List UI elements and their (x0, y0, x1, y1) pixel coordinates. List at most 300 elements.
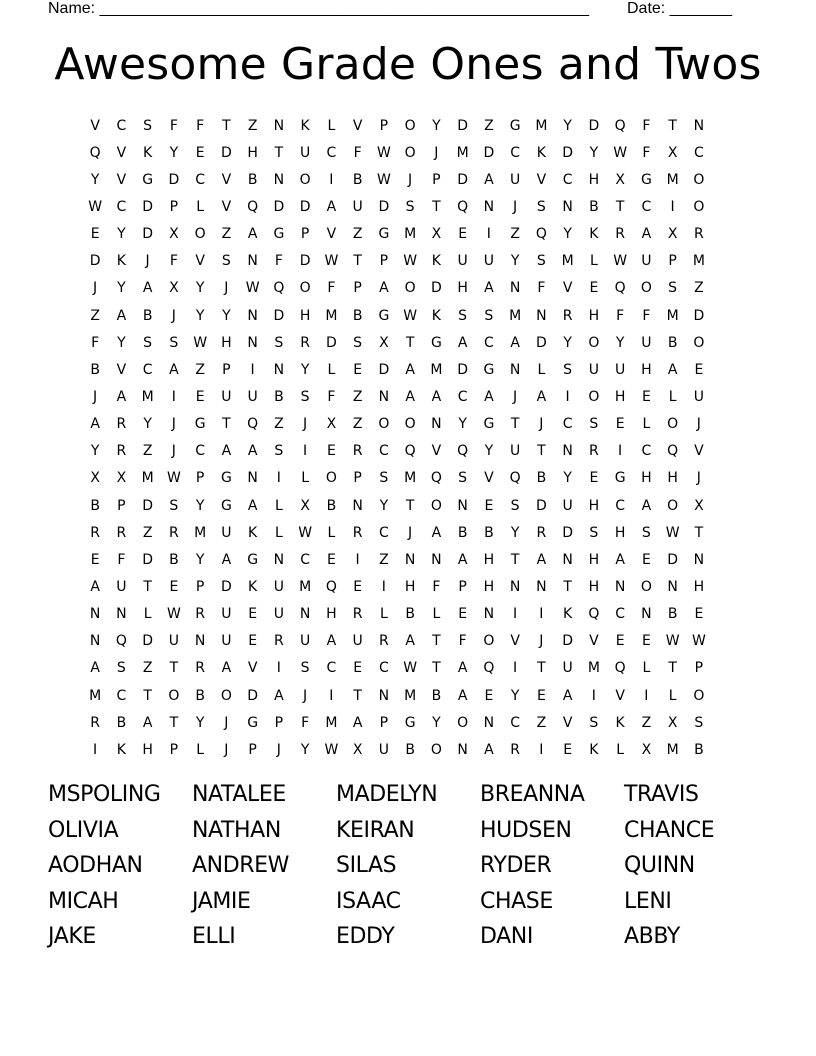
grid-letter[interactable]: I (539, 606, 544, 623)
grid-letter[interactable]: N (667, 578, 678, 595)
grid-letter[interactable]: T (222, 117, 231, 134)
grid-letter[interactable]: E (195, 144, 205, 161)
grid-letter[interactable]: O (457, 714, 469, 731)
grid-letter[interactable]: N (116, 606, 127, 623)
grid-letter[interactable]: A (221, 443, 232, 460)
grid-letter[interactable]: I (539, 741, 544, 758)
grid-letter[interactable]: A (457, 687, 468, 704)
grid-letter[interactable]: D (562, 524, 574, 541)
grid-letter[interactable]: E (326, 443, 336, 460)
grid-letter[interactable]: W (166, 470, 181, 487)
grid-letter[interactable]: E (169, 578, 179, 595)
grid-letter[interactable]: C (195, 171, 206, 188)
grid-letter[interactable]: L (589, 253, 598, 270)
grid-letter[interactable]: N (483, 606, 495, 623)
grid-letter[interactable]: R (589, 443, 599, 460)
grid-letter[interactable]: N (299, 606, 311, 623)
grid-letter[interactable]: T (405, 334, 415, 351)
grid-letter[interactable]: J (171, 307, 176, 324)
grid-letter[interactable]: H (588, 171, 600, 188)
grid-letter[interactable]: K (143, 144, 153, 161)
grid-letter[interactable]: M (535, 117, 548, 134)
grid-letter[interactable]: K (536, 144, 546, 161)
grid-letter[interactable]: C (615, 606, 626, 623)
grid-letter[interactable]: D (562, 144, 574, 161)
grid-letter[interactable]: K (248, 524, 258, 541)
grid-letter[interactable]: X (90, 470, 100, 487)
grid-letter[interactable]: S (169, 497, 179, 514)
grid-letter[interactable]: Z (641, 714, 652, 731)
grid-letter[interactable]: Q (588, 606, 600, 623)
grid-letter[interactable]: H (483, 578, 495, 595)
grid-letter[interactable]: E (458, 606, 468, 623)
grid-letter[interactable]: J (224, 741, 229, 758)
grid-letter[interactable]: U (116, 578, 127, 595)
grid-letter[interactable]: V (195, 253, 205, 270)
grid-letter[interactable]: Y (379, 497, 389, 514)
grid-letter[interactable]: G (378, 307, 390, 324)
grid-letter[interactable]: T (432, 198, 441, 215)
grid-letter[interactable]: D (457, 117, 469, 134)
grid-letter[interactable]: N (509, 280, 521, 297)
grid-letter[interactable]: M (456, 144, 469, 161)
grid-letter[interactable]: B (90, 497, 100, 514)
grid-letter[interactable]: D (299, 253, 311, 270)
grid-letter[interactable]: X (116, 470, 127, 487)
grid-letter[interactable]: U (300, 633, 311, 650)
grid-letter[interactable]: J (696, 416, 701, 433)
grid-letter[interactable]: B (484, 524, 494, 541)
grid-letter[interactable]: X (667, 226, 678, 243)
grid-letter[interactable]: F (327, 388, 336, 405)
grid-letter[interactable]: C (457, 388, 468, 405)
grid-letter[interactable]: D (667, 551, 679, 568)
grid-letter[interactable]: S (221, 253, 231, 270)
grid-letter[interactable]: S (563, 361, 573, 378)
grid-letter[interactable]: H (614, 388, 626, 405)
grid-letter[interactable]: D (483, 144, 495, 161)
grid-letter[interactable]: D (378, 198, 390, 215)
grid-letter[interactable]: E (484, 497, 494, 514)
grid-letter[interactable]: O (693, 334, 705, 351)
grid-letter[interactable]: V (536, 171, 547, 188)
grid-letter[interactable]: G (247, 714, 259, 731)
grid-letter[interactable]: O (693, 198, 705, 215)
grid-letter[interactable]: V (615, 687, 625, 704)
grid-letter[interactable]: N (431, 416, 442, 433)
grid-letter[interactable]: B (536, 470, 547, 487)
grid-letter[interactable]: R (694, 226, 704, 243)
grid-letter[interactable]: J (171, 443, 176, 460)
grid-letter[interactable]: Q (457, 198, 469, 215)
grid-letter[interactable]: U (221, 633, 232, 650)
grid-letter[interactable]: U (641, 334, 652, 351)
grid-letter[interactable]: N (536, 578, 547, 595)
grid-letter[interactable]: A (247, 497, 258, 514)
grid-letter[interactable]: I (618, 443, 623, 460)
grid-letter[interactable]: A (510, 334, 520, 351)
grid-letter[interactable]: A (247, 226, 258, 243)
grid-letter[interactable]: Z (352, 416, 363, 433)
grid-letter[interactable]: L (327, 524, 336, 541)
grid-letter[interactable]: B (169, 551, 179, 568)
grid-letter[interactable]: R (352, 443, 363, 460)
grid-letter[interactable]: T (143, 578, 152, 595)
grid-letter[interactable]: O (168, 687, 180, 704)
grid-letter[interactable]: N (194, 633, 206, 650)
grid-letter[interactable]: U (588, 361, 599, 378)
grid-letter[interactable]: U (300, 144, 311, 161)
grid-letter[interactable]: N (247, 253, 258, 270)
grid-letter[interactable]: T (668, 117, 677, 134)
grid-letter[interactable]: U (562, 497, 573, 514)
grid-letter[interactable]: L (327, 361, 336, 378)
grid-letter[interactable]: V (116, 171, 127, 188)
grid-letter[interactable]: A (641, 497, 652, 514)
grid-letter[interactable]: P (694, 660, 704, 677)
grid-letter[interactable]: W (245, 280, 260, 297)
grid-letter[interactable]: F (117, 551, 126, 568)
grid-letter[interactable]: Q (614, 660, 626, 677)
grid-letter[interactable]: M (430, 361, 443, 378)
grid-letter[interactable]: Y (169, 144, 179, 161)
grid-letter[interactable]: A (221, 551, 232, 568)
grid-letter[interactable]: G (483, 361, 495, 378)
grid-letter[interactable]: P (222, 361, 231, 378)
grid-letter[interactable]: U (221, 606, 232, 623)
grid-letter[interactable]: B (694, 741, 704, 758)
grid-letter[interactable]: X (169, 280, 179, 297)
grid-letter[interactable]: W (324, 253, 339, 270)
grid-letter[interactable]: A (641, 226, 652, 243)
grid-letter[interactable]: S (536, 253, 546, 270)
grid-letter[interactable]: Q (667, 443, 679, 460)
grid-letter[interactable]: Q (430, 470, 442, 487)
grid-letter[interactable]: F (327, 280, 336, 297)
grid-letter[interactable]: Z (247, 117, 258, 134)
grid-letter[interactable]: Q (457, 443, 469, 460)
grid-letter[interactable]: E (563, 741, 573, 758)
grid-letter[interactable]: C (116, 117, 127, 134)
grid-letter[interactable]: A (562, 687, 573, 704)
grid-letter[interactable]: C (195, 443, 206, 460)
grid-letter[interactable]: A (247, 443, 258, 460)
date-field[interactable]: Date: _______ (627, 0, 732, 17)
grid-letter[interactable]: L (301, 470, 310, 487)
grid-letter[interactable]: F (91, 334, 100, 351)
grid-letter[interactable]: Y (117, 334, 126, 351)
grid-letter[interactable]: B (247, 171, 258, 188)
grid-letter[interactable]: W (298, 524, 313, 541)
grid-letter[interactable]: R (90, 714, 100, 731)
grid-letter[interactable]: W (376, 171, 391, 188)
grid-letter[interactable]: W (88, 198, 103, 215)
grid-letter[interactable]: Y (563, 470, 572, 487)
grid-letter[interactable]: D (142, 497, 154, 514)
grid-letter[interactable]: P (274, 714, 284, 731)
grid-letter[interactable]: R (379, 633, 389, 650)
grid-letter[interactable]: Y (300, 741, 310, 758)
grid-letter[interactable]: S (589, 714, 599, 731)
grid-letter[interactable]: O (430, 497, 442, 514)
grid-letter[interactable]: Y (195, 307, 205, 324)
grid-letter[interactable]: X (169, 226, 179, 243)
grid-letter[interactable]: G (509, 117, 521, 134)
grid-letter[interactable]: B (431, 687, 442, 704)
grid-letter[interactable]: C (641, 443, 652, 460)
grid-letter[interactable]: J (696, 470, 701, 487)
grid-letter[interactable]: Q (89, 144, 101, 161)
grid-letter[interactable]: N (352, 497, 363, 514)
grid-letter[interactable]: I (486, 226, 491, 243)
grid-letter[interactable]: W (403, 660, 418, 677)
grid-letter[interactable]: B (405, 606, 415, 623)
grid-letter[interactable]: T (510, 551, 520, 568)
grid-letter[interactable]: A (90, 578, 100, 595)
grid-letter[interactable]: K (431, 253, 441, 270)
grid-letter[interactable]: R (274, 633, 284, 650)
grid-letter[interactable]: I (276, 660, 281, 677)
grid-letter[interactable]: E (353, 361, 363, 378)
grid-letter[interactable]: T (274, 144, 284, 161)
grid-letter[interactable]: P (300, 226, 310, 243)
grid-letter[interactable]: H (142, 741, 153, 758)
grid-letter[interactable]: C (615, 497, 626, 514)
grid-letter[interactable]: E (248, 633, 258, 650)
grid-letter[interactable]: C (693, 144, 704, 161)
grid-letter[interactable]: W (166, 606, 181, 623)
grid-letter[interactable]: U (221, 388, 232, 405)
grid-letter[interactable]: V (116, 144, 127, 161)
grid-letter[interactable]: Q (247, 416, 259, 433)
grid-letter[interactable]: H (588, 578, 600, 595)
grid-letter[interactable]: P (668, 253, 677, 270)
grid-letter[interactable]: S (510, 497, 520, 514)
grid-letter[interactable]: G (220, 470, 232, 487)
grid-letter[interactable]: W (403, 307, 418, 324)
grid-letter[interactable]: I (250, 361, 255, 378)
grid-letter[interactable]: T (537, 660, 546, 677)
grid-letter[interactable]: B (90, 361, 100, 378)
grid-letter[interactable]: C (378, 443, 389, 460)
grid-letter[interactable]: R (615, 226, 625, 243)
grid-letter[interactable]: M (404, 226, 417, 243)
grid-letter[interactable]: B (326, 497, 337, 514)
grid-letter[interactable]: K (431, 307, 441, 324)
grid-letter[interactable]: F (169, 117, 178, 134)
grid-letter[interactable]: M (404, 470, 417, 487)
grid-letter[interactable]: D (457, 171, 469, 188)
grid-letter[interactable]: P (432, 171, 441, 188)
grid-letter[interactable]: X (431, 226, 442, 243)
grid-letter[interactable]: O (325, 470, 337, 487)
grid-letter[interactable]: W (193, 334, 208, 351)
grid-letter[interactable]: D (535, 497, 547, 514)
grid-letter[interactable]: I (565, 388, 570, 405)
grid-letter[interactable]: V (694, 443, 704, 460)
grid-letter[interactable]: L (537, 361, 546, 378)
grid-letter[interactable]: O (693, 687, 705, 704)
grid-letter[interactable]: D (273, 307, 285, 324)
grid-letter[interactable]: N (404, 551, 416, 568)
grid-letter[interactable]: D (457, 361, 469, 378)
grid-letter[interactable]: S (274, 334, 284, 351)
grid-letter[interactable]: O (693, 171, 705, 188)
grid-letter[interactable]: C (510, 714, 521, 731)
grid-letter[interactable]: B (352, 307, 363, 324)
grid-letter[interactable]: N (89, 633, 101, 650)
grid-letter[interactable]: B (457, 524, 468, 541)
grid-letter[interactable]: E (195, 388, 205, 405)
grid-letter[interactable]: Y (432, 117, 441, 134)
grid-letter[interactable]: P (248, 741, 257, 758)
grid-letter[interactable]: C (562, 171, 573, 188)
grid-letter[interactable]: D (588, 117, 600, 134)
grid-letter[interactable]: S (589, 416, 599, 433)
grid-letter[interactable]: L (274, 497, 283, 514)
grid-letter[interactable]: N (641, 606, 652, 623)
grid-letter[interactable]: E (353, 660, 363, 677)
grid-letter[interactable]: P (379, 714, 389, 731)
grid-letter[interactable]: T (169, 714, 179, 731)
grid-letter[interactable]: L (668, 687, 677, 704)
grid-letter[interactable]: N (562, 198, 573, 215)
grid-letter[interactable]: D (693, 307, 705, 324)
grid-letter[interactable]: Y (195, 497, 205, 514)
grid-letter[interactable]: O (404, 416, 416, 433)
grid-letter[interactable]: H (693, 578, 705, 595)
grid-letter[interactable]: I (171, 388, 176, 405)
grid-letter[interactable]: Y (458, 416, 467, 433)
grid-letter[interactable]: O (588, 388, 600, 405)
grid-letter[interactable]: B (667, 606, 678, 623)
grid-letter[interactable]: Q (325, 578, 337, 595)
grid-letter[interactable]: D (299, 198, 311, 215)
grid-letter[interactable]: N (273, 171, 285, 188)
grid-letter[interactable]: C (378, 524, 389, 541)
grid-letter[interactable]: E (90, 226, 100, 243)
grid-letter[interactable]: O (194, 226, 206, 243)
grid-letter[interactable]: C (300, 551, 311, 568)
grid-letter[interactable]: Z (195, 361, 205, 378)
grid-letter[interactable]: H (667, 470, 678, 487)
grid-letter[interactable]: S (274, 443, 284, 460)
grid-letter[interactable]: N (431, 551, 442, 568)
grid-letter[interactable]: U (562, 660, 573, 677)
grid-letter[interactable]: S (143, 334, 153, 351)
grid-letter[interactable]: R (352, 606, 363, 623)
grid-letter[interactable]: B (274, 388, 284, 405)
grid-letter[interactable]: N (457, 497, 468, 514)
grid-letter[interactable]: Y (510, 687, 520, 704)
grid-letter[interactable]: Y (563, 117, 572, 134)
grid-letter[interactable]: N (483, 198, 495, 215)
grid-letter[interactable]: J (408, 524, 413, 541)
grid-letter[interactable]: H (614, 524, 626, 541)
grid-letter[interactable]: E (641, 551, 651, 568)
grid-letter[interactable]: N (247, 470, 258, 487)
grid-letter[interactable]: Y (432, 714, 441, 731)
grid-letter[interactable]: B (405, 741, 415, 758)
grid-letter[interactable]: J (93, 388, 98, 405)
grid-letter[interactable]: V (589, 633, 599, 650)
grid-letter[interactable]: C (483, 334, 494, 351)
grid-letter[interactable]: A (484, 171, 494, 188)
grid-letter[interactable]: A (116, 307, 127, 324)
grid-letter[interactable]: M (587, 660, 600, 677)
grid-letter[interactable]: T (537, 443, 546, 460)
grid-letter[interactable]: A (457, 660, 468, 677)
grid-letter[interactable]: F (301, 714, 310, 731)
grid-letter[interactable]: T (432, 660, 441, 677)
grid-letter[interactable]: A (326, 198, 337, 215)
grid-letter[interactable]: R (300, 334, 310, 351)
grid-letter[interactable]: L (274, 524, 283, 541)
grid-letter[interactable]: J (224, 714, 229, 731)
grid-letter[interactable]: V (247, 660, 258, 677)
grid-letter[interactable]: O (483, 633, 495, 650)
grid-letter[interactable]: W (613, 144, 628, 161)
grid-letter[interactable]: X (352, 741, 363, 758)
grid-letter[interactable]: U (457, 253, 468, 270)
grid-letter[interactable]: G (614, 470, 626, 487)
grid-letter[interactable]: A (169, 361, 179, 378)
grid-letter[interactable]: Q (247, 198, 259, 215)
grid-letter[interactable]: U (273, 578, 284, 595)
grid-letter[interactable]: C (116, 687, 127, 704)
grid-letter[interactable]: G (220, 497, 232, 514)
grid-letter[interactable]: W (376, 144, 391, 161)
grid-letter[interactable]: U (510, 443, 521, 460)
grid-letter[interactable]: O (404, 117, 416, 134)
grid-letter[interactable]: D (247, 687, 259, 704)
grid-letter[interactable]: M (692, 253, 705, 270)
grid-letter[interactable]: A (431, 524, 442, 541)
grid-letter[interactable]: I (355, 551, 360, 568)
grid-letter[interactable]: V (484, 470, 494, 487)
grid-letter[interactable]: Z (274, 416, 284, 433)
grid-letter[interactable]: I (644, 687, 649, 704)
grid-letter[interactable]: C (326, 144, 337, 161)
grid-letter[interactable]: Z (379, 551, 389, 568)
grid-letter[interactable]: J (513, 198, 518, 215)
grid-letter[interactable]: Y (143, 416, 152, 433)
grid-letter[interactable]: T (353, 253, 362, 270)
grid-letter[interactable]: P (379, 253, 389, 270)
grid-letter[interactable]: P (169, 198, 179, 215)
grid-letter[interactable]: G (404, 714, 416, 731)
grid-letter[interactable]: B (116, 714, 127, 731)
grid-letter[interactable]: C (641, 198, 652, 215)
grid-letter[interactable]: E (90, 551, 100, 568)
grid-letter[interactable]: T (169, 660, 179, 677)
grid-letter[interactable]: O (299, 280, 311, 297)
grid-letter[interactable]: T (405, 497, 415, 514)
grid-letter[interactable]: A (457, 334, 468, 351)
grid-letter[interactable]: Q (614, 117, 626, 134)
grid-letter[interactable]: N (247, 307, 258, 324)
grid-letter[interactable]: F (196, 117, 205, 134)
grid-letter[interactable]: S (116, 660, 126, 677)
grid-letter[interactable]: G (247, 551, 259, 568)
grid-letter[interactable]: M (89, 687, 102, 704)
grid-letter[interactable]: U (378, 741, 389, 758)
grid-letter[interactable]: Y (563, 334, 572, 351)
grid-letter[interactable]: E (484, 687, 494, 704)
grid-letter[interactable]: O (299, 171, 311, 188)
grid-letter[interactable]: Z (484, 117, 494, 134)
grid-letter[interactable]: K (589, 226, 599, 243)
